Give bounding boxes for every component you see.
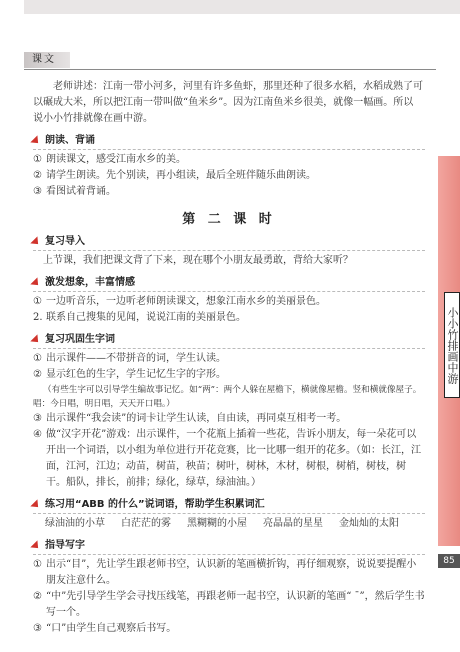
top-bar bbox=[0, 0, 460, 40]
item-text: 联系自己搜集的见闻，说说江南的美丽景色。 bbox=[46, 312, 246, 323]
section-title: 朗读、背诵 bbox=[45, 135, 95, 146]
item-number: ④ bbox=[33, 429, 42, 440]
section bbox=[33, 538, 425, 637]
arrow-icon bbox=[30, 499, 41, 510]
section-title: 练习用“ABB 的什么”说词语，帮助学生积累词汇 bbox=[45, 499, 265, 510]
item-number: ① bbox=[33, 353, 42, 364]
item-text: “中”先引导学生学会寻找压线笔，再跟老师一起书空，认识新的笔画“ ˉ”，然后学生书写一个。 bbox=[46, 591, 425, 618]
list-item bbox=[33, 621, 425, 637]
abb-phrases bbox=[33, 516, 425, 532]
header-label: 课文 bbox=[24, 52, 70, 68]
item-text: 显示红色的生字，学生记忆生字的字形。 bbox=[46, 369, 226, 380]
abb-phrase: 绿油油的小草 bbox=[45, 518, 105, 529]
page-body bbox=[33, 79, 425, 637]
arrow-icon bbox=[30, 334, 41, 345]
arrow-icon bbox=[30, 540, 41, 551]
item-text: 朗读课文，感受江南水乡的美。 bbox=[46, 154, 186, 165]
list-item bbox=[33, 310, 425, 326]
intro-line: 老师讲述：江南一带小河多，河里有许多鱼虾，那里还种了很多水稻，水稻成熟了可 bbox=[53, 81, 423, 92]
item-number: ③ bbox=[33, 413, 42, 424]
item-number: ③ bbox=[33, 186, 42, 197]
item-text: 上节课，我们把课文背了下来，现在哪个小朋友最勇敢，背给大家听？ bbox=[43, 255, 353, 266]
lesson-title: 第 二 课 时 bbox=[182, 212, 276, 227]
page-number: 85 bbox=[438, 554, 460, 568]
section-title: 复习导入 bbox=[45, 236, 85, 247]
item-text: 做“汉字开花”游戏：出示课件，一个花瓶上插着一些花，告诉小朋友，每一朵花可以开出一个词语，以小组为单位进行开花竞赛，比一比哪一组开的花多。（如：长江，江面，江河，江边；动苗，树苗，秧苗；树叶，树林，木材，树根，树梢，树枝，树干。船队，排长，前排；绿化，绿草，绿油油。） bbox=[46, 429, 421, 488]
top-band bbox=[24, 0, 460, 14]
arrow-icon bbox=[30, 277, 41, 288]
item-number: ② bbox=[33, 170, 42, 181]
item-number: ① bbox=[33, 559, 42, 570]
list-item bbox=[33, 253, 425, 269]
section bbox=[33, 275, 425, 326]
section-title: 复习巩固生字词 bbox=[45, 334, 115, 345]
arrow-icon bbox=[30, 236, 41, 247]
list-item bbox=[33, 168, 425, 184]
side-tab-title: 小小竹排画中游 bbox=[444, 292, 460, 398]
section bbox=[33, 234, 425, 269]
section-title: 激发想象，丰富情感 bbox=[45, 277, 135, 288]
section-heading bbox=[33, 497, 425, 514]
list-item bbox=[33, 383, 425, 411]
list-item bbox=[33, 557, 425, 589]
abb-phrase: 白茫茫的雾 bbox=[121, 518, 171, 529]
item-text: 出示“目”，先让学生跟老师书空，认识新的笔画横折钩，再仔细观察，说说要提醒小朋友注意什么。 bbox=[46, 559, 417, 586]
section-heading bbox=[33, 538, 425, 555]
section-heading bbox=[33, 133, 425, 150]
item-text: （有些生字可以引导学生编故事记忆。如“两”：两个人躲在屋檐下，横就像屋檐。竖和横就像屋子。唱：今日唱，明日唱，天天开口唱。） bbox=[33, 385, 422, 409]
list-item bbox=[33, 184, 425, 200]
item-number: ① bbox=[33, 154, 42, 165]
item-number: ③ bbox=[33, 623, 42, 634]
intro-line: 以碾成大米，所以把江南一带叫做“鱼米乡”。因为江南鱼米乡很美，就像一幅画。所以 bbox=[33, 97, 414, 108]
list-item bbox=[33, 427, 425, 491]
list-item bbox=[33, 589, 425, 621]
section-heading bbox=[33, 332, 425, 349]
item-number: ② bbox=[33, 369, 42, 380]
item-text: 一边听音乐，一边听老师朗读课文，想象江南水乡的美丽景色。 bbox=[46, 296, 326, 307]
item-number: ① bbox=[33, 296, 42, 307]
list-item bbox=[33, 351, 425, 367]
intro-line: 说小小竹排就像在画中游。 bbox=[33, 113, 153, 124]
abb-phrase: 亮晶晶的星星 bbox=[263, 518, 323, 529]
abb-phrase: 金灿灿的太阳 bbox=[339, 518, 399, 529]
list-item bbox=[33, 367, 425, 383]
item-number: 2. bbox=[33, 312, 43, 323]
part1-sections bbox=[33, 133, 425, 200]
section bbox=[33, 497, 425, 532]
section-heading bbox=[33, 234, 425, 251]
arrow-icon bbox=[30, 135, 41, 146]
list-item bbox=[33, 411, 425, 427]
item-text: 出示课件“我会读”的词卡让学生认读，自由读，再同桌互相考一考。 bbox=[46, 413, 347, 424]
intro-paragraph bbox=[33, 79, 425, 127]
section bbox=[33, 133, 425, 200]
list-item bbox=[33, 152, 425, 168]
item-text: “口”由学生自己观察后书写。 bbox=[46, 623, 177, 634]
part2-sections bbox=[33, 234, 425, 637]
section-heading bbox=[33, 275, 425, 292]
item-text: 请学生朗读。先个别读，再小组读，最后全班伴随乐曲朗读。 bbox=[46, 170, 316, 181]
item-text: 出示课件——不带拼音的词，学生认读。 bbox=[46, 353, 226, 364]
list-item bbox=[33, 294, 425, 310]
item-number: ② bbox=[33, 591, 42, 602]
section bbox=[33, 332, 425, 491]
page-header bbox=[24, 52, 436, 70]
abb-phrase: 黑糊糊的小屋 bbox=[187, 518, 247, 529]
section-title: 指导写字 bbox=[45, 540, 85, 551]
item-text: 看图试着背诵。 bbox=[46, 186, 116, 197]
